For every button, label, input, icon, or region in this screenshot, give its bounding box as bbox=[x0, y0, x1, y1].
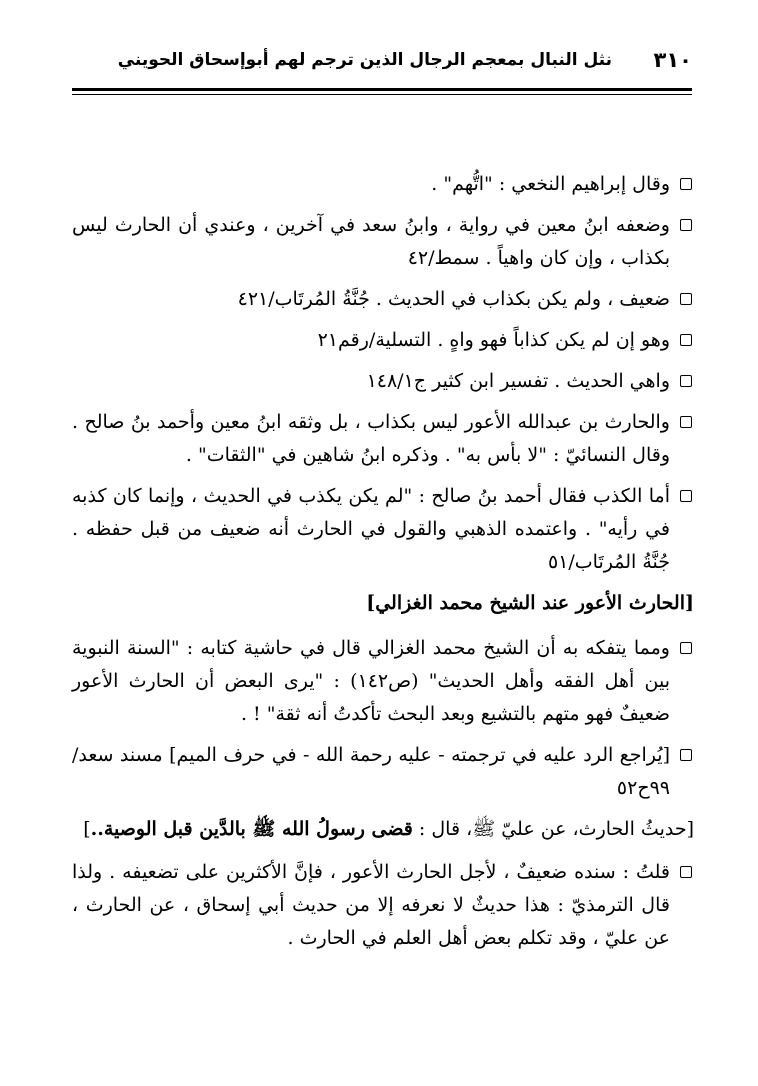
item-text: ضعيف ، ولم يكن بكذاب في الحديث . جُنَّةُ المُرتَاب/٤٢١ bbox=[237, 288, 670, 310]
item-text: وقال إبراهيم النخعي : "اتُّهم" . bbox=[431, 173, 670, 195]
item-text: والحارث بن عبدالله الأعور ليس بكذاب ، بل وثقه ابنُ معين وأحمد بنُ صالح . وقال النسائيّ : "لا بأس به" . وذكره ابنُ شاهين في "الثقات" . bbox=[72, 411, 670, 466]
square-bullet-icon bbox=[680, 490, 692, 502]
list-item bbox=[72, 365, 694, 398]
list-item bbox=[72, 168, 694, 201]
list-item bbox=[72, 406, 694, 472]
square-bullet-icon bbox=[680, 642, 692, 654]
book-title: نثل النبال بمعجم الرجال الذين ترجم لهم أبوإسحاق الحويني bbox=[117, 50, 612, 70]
page-body bbox=[72, 168, 694, 963]
header-rule-thin bbox=[72, 94, 692, 95]
list-item bbox=[72, 480, 694, 579]
item-text: واهي الحديث . تفسير ابن كثير ج١٤٨/١ bbox=[366, 370, 670, 392]
square-bullet-icon bbox=[680, 219, 692, 231]
square-bullet-icon bbox=[680, 178, 692, 190]
list-item bbox=[72, 324, 694, 357]
hadith-heading bbox=[72, 813, 694, 846]
square-bullet-icon bbox=[680, 866, 692, 878]
page-number: ٣١٠ bbox=[653, 48, 692, 72]
item-text: ومما يتفكه به أن الشيخ محمد الغزالي قال في حاشية كتابه : "السنة النبوية بين أهل الفقه وأهل الحديث" (ص١٤٢) : "يرى البعض أن الحارث الأعور ضعيفٌ فهو متهم بالتشيع وبعد البحث تأكدتُ أنه ثقة" ! . bbox=[72, 637, 670, 725]
item-text: وهو إن لم يكن كذاباً فهو واهٍ . التسلية/رقم٢١ bbox=[317, 329, 670, 351]
list-item bbox=[72, 739, 694, 805]
list-item bbox=[72, 209, 694, 275]
item-text: [يُراجع الرد عليه في ترجمته - عليه رحمة الله - في حرف الميم] مسند سعد/٩٩ح٥٢ bbox=[72, 744, 670, 799]
hadith-heading-prefix: [حديثُ الحارث، عن عليّ ﷺ، قال : bbox=[412, 818, 694, 840]
square-bullet-icon bbox=[680, 749, 692, 761]
item-text: وضعفه ابنُ معين في رواية ، وابنُ سعد في آخرين ، وعندي أن الحارث ليس بكذاب ، وإن كان واهياً . سمط/٤٢ bbox=[72, 214, 670, 269]
square-bullet-icon bbox=[680, 293, 692, 305]
page-header bbox=[72, 42, 692, 82]
header-rule bbox=[72, 88, 692, 91]
list-item bbox=[72, 283, 694, 316]
item-text: قلتُ : سنده ضعيفٌ ، لأجل الحارث الأعور ، فإنَّ الأكثرين على تضعيفه . ولذا قال الترمذيّ : هذا حديثٌ لا نعرفه إلا من حديث أبي إسحاق ، عن الحارث ، عن عليّ ، وقد تكلم بعض أهل العلم في الحارث . bbox=[72, 861, 670, 949]
hadith-heading-suffix: ] bbox=[83, 818, 91, 840]
square-bullet-icon bbox=[680, 334, 692, 346]
item-text: أما الكذب فقال أحمد بنُ صالح : "لم يكن يكذب في الحديث ، وإنما كان كذبه في رأيه" . واعتمده الذهبي والقول في الحارث أنه ضعيف من قبل حفظه . جُنَّةُ المُرتَاب/٥١ bbox=[72, 485, 670, 573]
square-bullet-icon bbox=[680, 375, 692, 387]
hadith-heading-text: قضى رسولُ الله ﷺ بالدَّين قبل الوصية.. bbox=[90, 818, 413, 840]
list-item bbox=[72, 632, 694, 731]
list-item bbox=[72, 856, 694, 955]
square-bullet-icon bbox=[680, 416, 692, 428]
section-heading: [الحارث الأعور عند الشيخ محمد الغزالي] bbox=[366, 592, 694, 614]
